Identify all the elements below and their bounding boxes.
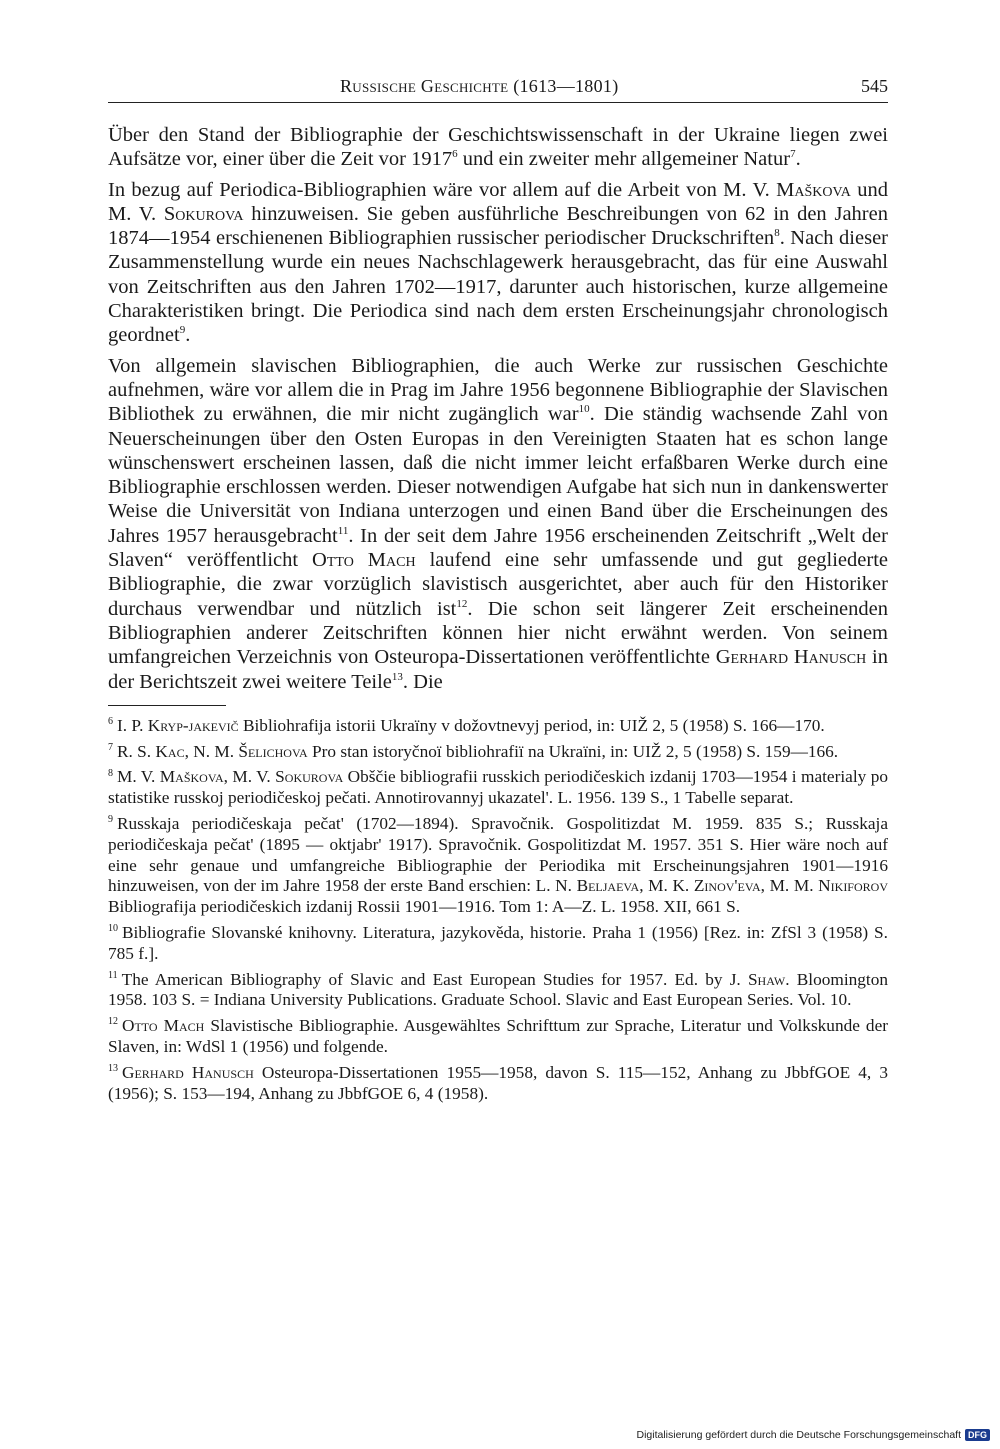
footnote-number: 11 [108,969,118,981]
footnote [108,970,888,1012]
author-name: Beljaeva, M. K. Zinov'eva, M. M. Nikiforov [576,876,888,896]
footnote-reference: 13 [391,670,403,683]
author-name: Maškova [776,178,851,201]
footnote-reference: 8 [774,227,780,240]
dfg-credit [636,1429,990,1441]
footnote-number: 12 [108,1016,118,1028]
text-run: Obščie bibliografii russkich periodičeskich izdanij 1703—1954 i materialy po statistike russkoj periodičeskoj pečati. Annotirovannyj ukazatel'. L. 1956. 139 S., 1 Tabelle separat. [108,767,888,808]
footnote [108,1016,888,1058]
footnote-reference: 11 [337,524,349,537]
text-run: . Die ständig wachsende Zahl von Neuerscheinungen über den Osten Europas in den Vereinigten Staaten hat es schon lange wünschenswert erscheinen lassen, daß die nicht immer leicht erfaßbaren Werke durch eine Bibliographie erschlossen werden. Dieser notwendigen Aufgabe hat sich nun in dankenswerter Weise die Universität von Indiana unterzogen und einen Band über die Erscheinungen des Jahres 1957 herausgebracht [108,403,888,547]
footnote [108,742,888,763]
author-name: Gerhard Hanusch [715,646,867,669]
footnote-reference: 7 [790,148,796,161]
text-run: . Bloomington 1958. 103 S. = Indiana University Publications. Graduate School. Slavic and East European Series. Vol. 10. [108,969,888,1010]
author-name: Otto Mach [122,1016,205,1036]
footnote-number: 6 [108,716,113,728]
text-run: Bibliografija periodičeskich izdanij Rossii 1901—1916. Tom 1: A—Z. L. 1958. XII, 661 S. [108,897,741,917]
text-run: Osteuropa-Dissertationen 1955—1958, davon S. 115—152, Anhang zu JbbfGOE 4, 3 (1956); S. 153—194, Anhang zu JbbfGOE 6, 4 (1958). [108,1062,888,1103]
running-header [108,76,888,103]
text-run: Pro stan istoryčnoï bibliohrafiï na Ukraïni, in: UIŽ 2, 5 (1958) S. 159—166. [307,741,839,761]
text-run: . [185,324,191,347]
footnote-reference: 12 [456,597,468,610]
footnote-reference: 10 [578,403,590,416]
footnote-number: 7 [108,741,113,753]
footnotes [108,716,888,1105]
author-name: Sokurova [163,202,244,225]
footnote [108,716,888,737]
footnote [108,1063,888,1105]
text-run: Von allgemein slavischen Bibliographien, die auch Werke zur russischen Geschichte aufnehmen, wäre vor allem die in Prag im Jahre 1956 begonnene Bibliographie der Slavischen Bibliothek zu erwähnen, die mir nicht zugänglich war [108,354,888,426]
text-run: . Die schon seit längerer Zeit erscheinenden Bibliographien anderer Zeitschriften können hier nicht erwähnt werden. Von seinem umfangreichen Verzeichnis von Osteuropa-Dissertationen veröffentlichte [108,597,888,669]
text-run: Slavistische Bibliographie. Ausgewähltes Schrifttum zur Sprache, Literatur und Volkskunde der Slaven, in: WdSl 1 (1956) und folgende. [108,1016,888,1056]
footnote [108,814,888,918]
author-name: Gerhard Hanusch [122,1062,254,1082]
dfg-logo: DFG [965,1429,990,1441]
author-name: I. P. Kryp-jakevič [117,715,239,735]
text-run: . Die [402,670,443,693]
footnote-number: 10 [108,923,118,935]
author-name: Shaw [747,969,786,989]
body-text [108,123,888,694]
body-paragraph [108,123,888,172]
text-run: In bezug auf Periodica-Bibliographien wäre vor allem auf die Arbeit von M. V. [108,178,777,201]
footnote-number: 13 [108,1063,118,1075]
footnote [108,767,888,809]
text-run: hinzuweisen. Sie geben ausführliche Beschreibungen von 62 in den Jahren 1874—1954 erschienenen Bibliographien russischer periodischer Druckschriften [108,202,888,250]
text-run: The American Bibliography of Slavic and East European Studies for 1957. Ed. by J. [121,969,748,989]
page-number: 545 [861,76,888,96]
running-title: Russische Geschichte (1613—1801) [340,76,619,96]
text-run: Über den Stand der Bibliographie der Geschichtswissenschaft in der Ukraine liegen zwei Aufsätze vor, einer über die Zeit vor 1917 [108,124,888,171]
text-run: . Nach dieser Zusammenstellung wurde ein neues Nachschlagewerk herausgebracht, das für eine Auswahl von Zeitschriften aus den Jahren 1702—1917, darunter auch historischen, kurze allgemeine Charakteristiken bringt. Die Periodica sind nach dem ersten Erscheinungsjahr chronologisch geordnet [108,227,888,347]
page [108,76,888,1109]
footnote-rule [108,705,226,706]
text-run: und ein zweiter mehr allgemeiner Natur [457,148,791,171]
footnote-number: 8 [108,767,113,779]
dfg-credit-text: Digitalisierung gefördert durch die Deutsche Forschungsgemeinschaft [636,1429,961,1441]
body-paragraph [108,354,888,694]
footnote-reference: 9 [179,324,186,337]
author-name: M. V. Maškova, M. V. Sokurova [117,767,344,787]
author-name: Otto Mach [312,549,416,572]
footnote-number: 9 [108,814,113,826]
text-run: laufend eine sehr umfassende und gut gegliederte Bibliographie, die zwar vorzüglich slavistisch ausgerichtet, aber auch für den Historiker durchaus verwendbar und nützlich ist [108,549,888,620]
text-run: . In der seit dem Jahre 1956 erscheinenden Zeitschrift „Welt der Slaven“ veröffentlicht [108,524,888,572]
footnote-reference: 6 [452,148,458,161]
text-run: . [795,148,801,171]
text-run: in der Berichtszeit zwei weitere Teile [108,646,888,693]
text-run: und M. V. [108,178,889,225]
footnote [108,923,888,965]
text-run: Russkaja periodičeskaja pečat' (1702—1894). Spravočnik. Gospolitizdat M. 1959. 835 S.; Russkaja periodičeskaja pečat' (1895 — oktjabr' 1917). Spravočnik. Gospolitizdat M. 1957. 351 S. Hier wäre noch auf eine sehr genaue und umfangreiche Bibliographie der Periodika mit Erscheinungsjahren 1901—1916 hinzuweisen, von der im Jahre 1958 der erste Band erschien: L. N. [108,814,888,896]
text-run: Bibliografie Slovanské knihovny. Literatura, jazykověda, historie. Praha 1 (1956) [Rez. in: ZfSl 3 (1958) S. 785 f.]. [108,923,888,963]
author-name: R. S. Kac, N. M. Šelichova [117,741,308,761]
body-paragraph [108,178,888,348]
text-run: Bibliohrafija istorii Ukraïny v dožovtnevyj period, in: UIŽ 2, 5 (1958) S. 166—170. [238,715,825,735]
